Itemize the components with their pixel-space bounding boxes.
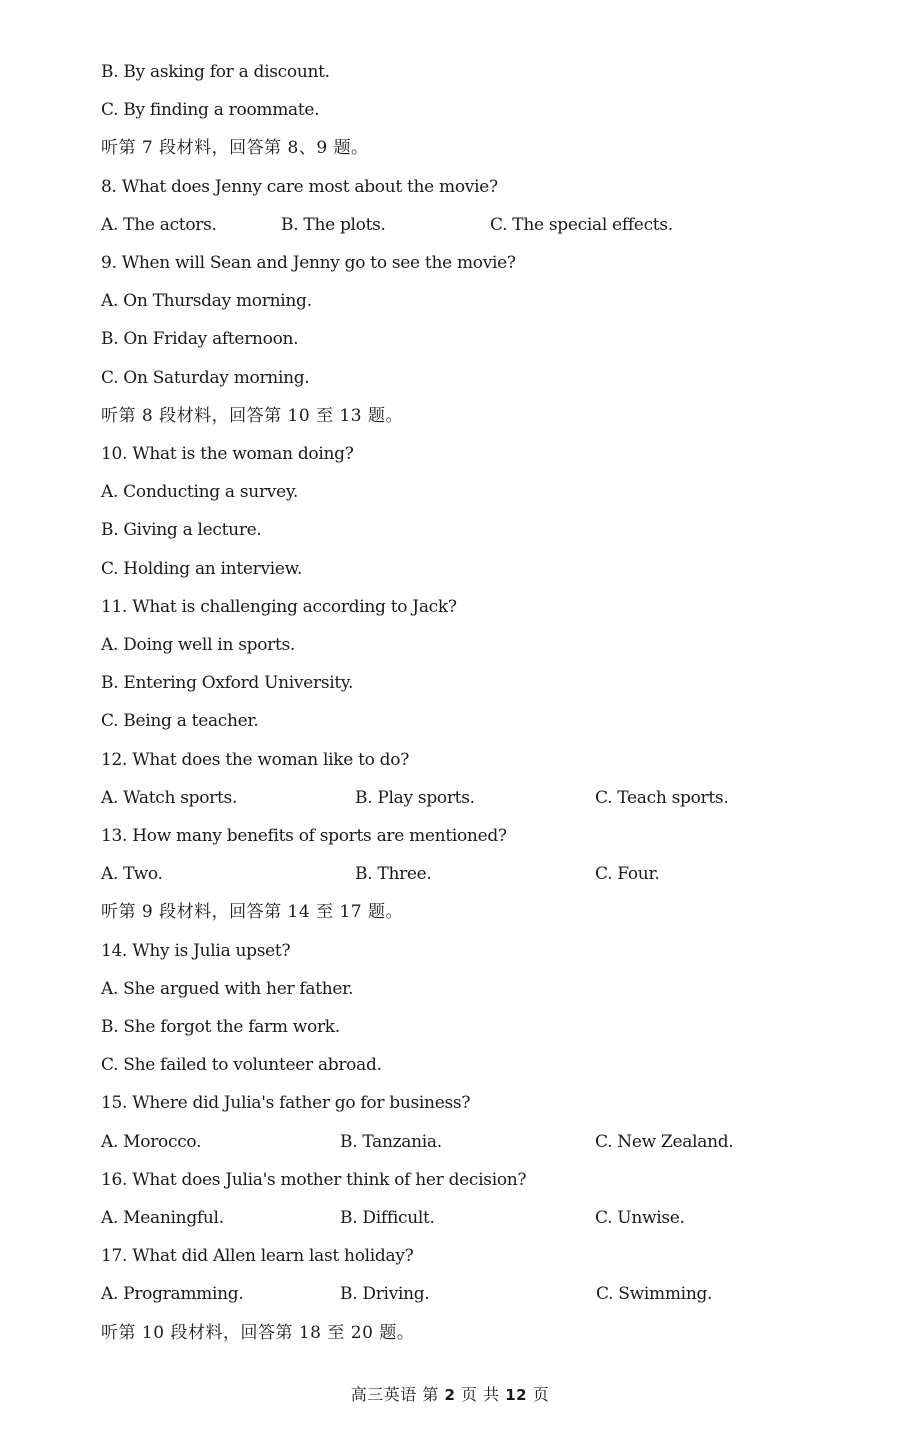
question-line: C. Being a teacher. xyxy=(101,711,259,731)
question-line: 13. How many benefits of sports are mentioned? xyxy=(101,826,507,846)
question-line: B. She forgot the farm work. xyxy=(101,1017,340,1037)
footer-page-prefix: 第 xyxy=(422,1385,439,1404)
answer-option: C. Four. xyxy=(595,864,660,884)
question-line: A. Doing well in sports. xyxy=(101,635,296,655)
answer-option: B. Difficult. xyxy=(340,1208,435,1228)
question-line: 16. What does Julia's mother think of her decision? xyxy=(101,1170,527,1190)
question-line: 12. What does the woman like to do? xyxy=(101,750,410,770)
answer-option: A. Meaningful. xyxy=(101,1208,224,1228)
answer-option: C. New Zealand. xyxy=(595,1132,734,1152)
question-line: 11. What is challenging according to Jack? xyxy=(101,597,457,617)
question-line: A. On Thursday morning. xyxy=(101,291,312,311)
question-line: 9. When will Sean and Jenny go to see the movie? xyxy=(101,253,516,273)
question-line: C. She failed to volunteer abroad. xyxy=(101,1055,382,1075)
answer-option: B. Driving. xyxy=(340,1284,430,1304)
page-footer xyxy=(0,1384,900,1406)
question-line: 15. Where did Julia's father go for business? xyxy=(101,1093,471,1113)
answer-option: A. Two. xyxy=(101,864,163,884)
answer-option: C. Unwise. xyxy=(595,1208,685,1228)
answer-option: C. Teach sports. xyxy=(595,788,729,808)
section-instruction: 听第 9 段材料，回答第 14 至 17 题。 xyxy=(101,902,404,922)
question-line: 17. What did Allen learn last holiday? xyxy=(101,1246,414,1266)
footer-page-number: 2 xyxy=(444,1386,456,1404)
question-line: 14. Why is Julia upset? xyxy=(101,941,291,961)
question-line: A. Conducting a survey. xyxy=(101,482,298,502)
question-line: C. Holding an interview. xyxy=(101,559,302,579)
answer-option: B. Tanzania. xyxy=(340,1132,442,1152)
footer-total-unit: 页 xyxy=(532,1385,550,1404)
answer-option: A. Morocco. xyxy=(101,1132,202,1152)
footer-page-unit: 页 xyxy=(461,1385,478,1404)
question-line: A. She argued with her father. xyxy=(101,979,354,999)
footer-total-pages: 12 xyxy=(505,1386,528,1404)
section-instruction: 听第 8 段材料，回答第 10 至 13 题。 xyxy=(101,406,404,426)
answer-option: C. Swimming. xyxy=(596,1284,713,1304)
answer-option: A. Programming. xyxy=(101,1284,244,1304)
question-line: 10. What is the woman doing? xyxy=(101,444,354,464)
question-line: B. On Friday afternoon. xyxy=(101,329,299,349)
section-instruction: 听第 7 段材料，回答第 8、9 题。 xyxy=(101,138,369,158)
question-line: B. Entering Oxford University. xyxy=(101,673,354,693)
footer-total-prefix: 共 xyxy=(483,1385,500,1404)
answer-option: C. The special effects. xyxy=(490,215,673,235)
answer-option: A. Watch sports. xyxy=(101,788,238,808)
answer-option: B. Play sports. xyxy=(355,788,475,808)
question-line: C. By finding a roommate. xyxy=(101,100,320,120)
question-line: 8. What does Jenny care most about the movie? xyxy=(101,177,498,197)
question-line: C. On Saturday morning. xyxy=(101,368,310,388)
question-line: B. Giving a lecture. xyxy=(101,520,262,540)
footer-subject: 高三英语 xyxy=(350,1385,417,1404)
answer-option: A. The actors. xyxy=(101,215,217,235)
section-instruction: 听第 10 段材料，回答第 18 至 20 题。 xyxy=(101,1323,415,1343)
question-line: B. By asking for a discount. xyxy=(101,62,330,82)
answer-option: B. The plots. xyxy=(281,215,386,235)
answer-option: B. Three. xyxy=(355,864,432,884)
